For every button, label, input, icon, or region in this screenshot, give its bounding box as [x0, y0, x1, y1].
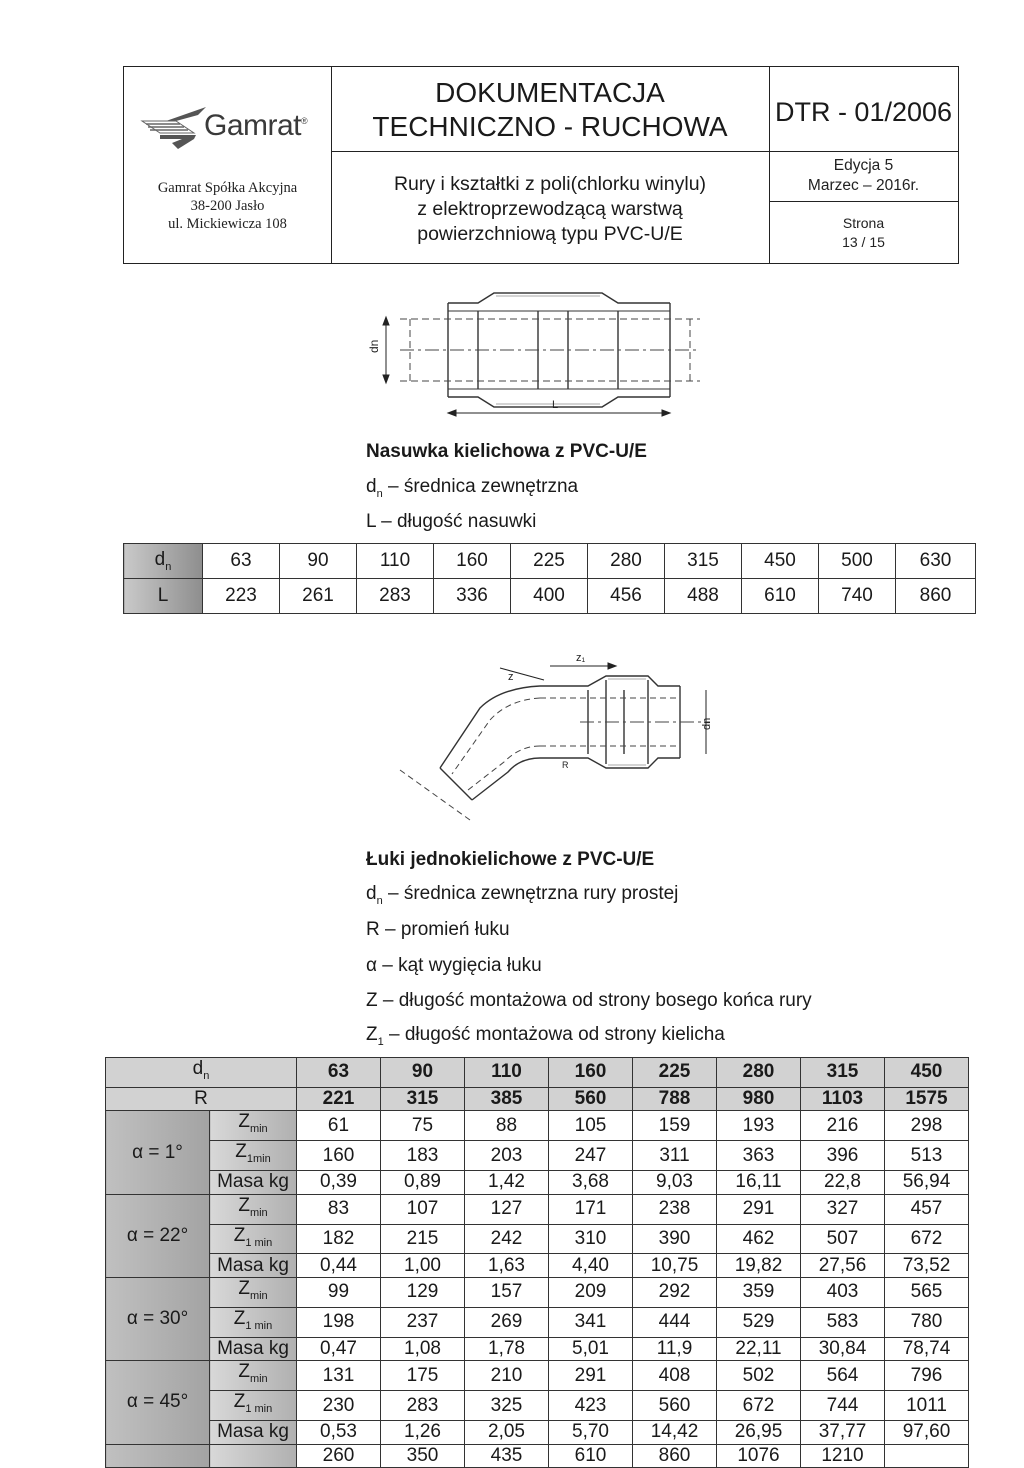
header-cell: 110 — [465, 1058, 549, 1088]
table-cell: 740 — [819, 579, 896, 614]
table-cell: 237 — [381, 1307, 465, 1337]
table-cell: 502 — [717, 1361, 801, 1391]
header-R: R — [106, 1087, 297, 1111]
row-label-zmin: $Z_{min}$ — [210, 1278, 297, 1308]
table-cell: 171 — [549, 1194, 633, 1224]
angle-label: α = 45° — [106, 1361, 210, 1444]
row-label-z1min: $Z_{1 min}$ — [210, 1307, 297, 1337]
table-cell: 131 — [297, 1361, 381, 1391]
table-cell: 90 — [280, 544, 357, 579]
table-cell: 400 — [511, 579, 588, 614]
table-cell: 223 — [203, 579, 280, 614]
table-cell: 457 — [885, 1194, 969, 1224]
table-cell: 310 — [549, 1224, 633, 1254]
table-cell: 456 — [588, 579, 665, 614]
table-row — [106, 1224, 969, 1254]
doc-subtitle-line1: Rury i kształtki z poli(chlorku winylu) — [393, 173, 707, 195]
table-cell: 73,52 — [885, 1254, 969, 1278]
table-header-row-R — [106, 1087, 969, 1111]
header-cell: 160 — [549, 1058, 633, 1088]
table-cell: 27,56 — [801, 1254, 885, 1278]
table-row — [106, 1420, 969, 1444]
table-cell: 99 — [297, 1278, 381, 1308]
table-cell: 283 — [357, 579, 434, 614]
table-cell: 14,42 — [633, 1420, 717, 1444]
header-cell: 225 — [633, 1058, 717, 1088]
row-header-L: L — [124, 579, 203, 614]
table-cell: 780 — [885, 1307, 969, 1337]
table-cell: 5,01 — [549, 1337, 633, 1361]
angle-label: α = 30° — [106, 1278, 210, 1361]
table-cell: 0,44 — [297, 1254, 381, 1278]
table-cell: 3,68 — [549, 1171, 633, 1195]
table-cell: 396 — [801, 1141, 885, 1171]
table-cell: 462 — [717, 1224, 801, 1254]
table-cell: 860 — [896, 579, 976, 614]
dim-dn2-label: dn — [701, 717, 713, 730]
table-row — [124, 579, 976, 614]
table-cell: 0,47 — [297, 1337, 381, 1361]
table-cell: 110 — [357, 544, 434, 579]
table-cell: 175 — [381, 1361, 465, 1391]
dim-z-label: z — [508, 671, 514, 683]
table-cell: 423 — [549, 1391, 633, 1421]
table-cell: 1,00 — [381, 1254, 465, 1278]
figure2-legend-alpha: α – kąt wygięcia łuku — [366, 955, 542, 976]
table-row — [106, 1307, 969, 1337]
dim-L-label: L — [552, 399, 559, 411]
table-cell: 292 — [633, 1278, 717, 1308]
table-row — [106, 1254, 969, 1278]
table-cell: 160 — [434, 544, 511, 579]
table-cell: 225 — [511, 544, 588, 579]
table-cell: 182 — [297, 1224, 381, 1254]
table-cell: 193 — [717, 1111, 801, 1141]
table-cell: 183 — [381, 1141, 465, 1171]
table-cell: 78,74 — [885, 1337, 969, 1361]
table-cell: 610 — [742, 579, 819, 614]
table-cell: 291 — [549, 1361, 633, 1391]
header-cell: 1575 — [885, 1087, 969, 1111]
row-label-z1min: $Z_{1 min}$ — [210, 1224, 297, 1254]
logo-text: Gamrat® — [204, 109, 308, 142]
table-cell: 2,05 — [465, 1420, 549, 1444]
table-row — [106, 1337, 969, 1361]
table-cell: 744 — [801, 1391, 885, 1421]
table-cell: 0,89 — [381, 1171, 465, 1195]
table-cell: 5,70 — [549, 1420, 633, 1444]
table-cell: 390 — [633, 1224, 717, 1254]
document-header — [123, 66, 959, 264]
table-cell: 160 — [297, 1141, 381, 1171]
angle-label: α = 22° — [106, 1194, 210, 1277]
table-cell: 215 — [381, 1224, 465, 1254]
table-cell: 280 — [588, 544, 665, 579]
table-cell: 450 — [742, 544, 819, 579]
table-cell: 10,75 — [633, 1254, 717, 1278]
table-cell: 22,11 — [717, 1337, 801, 1361]
table-cell: 19,82 — [717, 1254, 801, 1278]
table-cell: 37,77 — [801, 1420, 885, 1444]
table-cell — [885, 1444, 969, 1468]
table-cell: 315 — [665, 544, 742, 579]
table-cell: 242 — [465, 1224, 549, 1254]
row-label-mass: Masa kg — [210, 1254, 297, 1278]
table-cell: 327 — [801, 1194, 885, 1224]
table-row — [106, 1361, 969, 1391]
table-cell: 860 — [633, 1444, 717, 1468]
table-cell: 107 — [381, 1194, 465, 1224]
table-cell: 350 — [381, 1444, 465, 1468]
socket-sleeve-drawing — [367, 285, 710, 420]
table-cell: 159 — [633, 1111, 717, 1141]
table-cell: 507 — [801, 1224, 885, 1254]
header-cell: 63 — [297, 1058, 381, 1088]
table-cell: 672 — [717, 1391, 801, 1421]
dim-dn-label: dn — [367, 339, 381, 353]
table-cell: 1,42 — [465, 1171, 549, 1195]
table-cell: 336 — [434, 579, 511, 614]
header-cell: 788 — [633, 1087, 717, 1111]
table-cell: 11,9 — [633, 1337, 717, 1361]
table-header-row-dn — [106, 1058, 969, 1088]
edition: Edycja 5 — [833, 157, 894, 174]
table-cell: 444 — [633, 1307, 717, 1337]
table-cell: 75 — [381, 1111, 465, 1141]
header-cell: 980 — [717, 1087, 801, 1111]
header-cell: 315 — [381, 1087, 465, 1111]
figure2-legend-Z1: $Z_1$ – długość montażowa od strony kielicha — [366, 1024, 725, 1048]
row-label-mass: Masa kg — [210, 1337, 297, 1361]
table-row — [106, 1194, 969, 1224]
table-cell: 97,60 — [885, 1420, 969, 1444]
company-postcode: 38-200 Jasło — [190, 198, 265, 214]
header-cell: 315 — [801, 1058, 885, 1088]
table-cell: 311 — [633, 1141, 717, 1171]
table-cell: 560 — [633, 1391, 717, 1421]
table-cell: 16,11 — [717, 1171, 801, 1195]
figure2-caption: Łuki jednokielichowe z PVC-U/E — [366, 849, 655, 870]
table-cell: 341 — [549, 1307, 633, 1337]
doc-subtitle-line3: powierzchniową typu PVC-U/E — [417, 223, 683, 245]
table-cell: 0,39 — [297, 1171, 381, 1195]
table-cell: 22,8 — [801, 1171, 885, 1195]
header-cell: 1103 — [801, 1087, 885, 1111]
table-cell: 26,95 — [717, 1420, 801, 1444]
table-cell: 105 — [549, 1111, 633, 1141]
table-cell: 56,94 — [885, 1171, 969, 1195]
table-cell: 403 — [801, 1278, 885, 1308]
table-cell: 209 — [549, 1278, 633, 1308]
table-cell: 283 — [381, 1391, 465, 1421]
table-row — [106, 1391, 969, 1421]
row-label-z1min: $Z_{1 min}$ — [210, 1391, 297, 1421]
table-cell: 61 — [297, 1111, 381, 1141]
table-cell: 610 — [549, 1444, 633, 1468]
row-label-partial — [210, 1444, 297, 1468]
table-cell: 1076 — [717, 1444, 801, 1468]
doc-subtitle-line2: z elektroprzewodzącą warstwą — [417, 198, 683, 220]
page-label: Strona — [842, 215, 885, 231]
table-row-partial — [106, 1444, 969, 1468]
table-cell: 261 — [280, 579, 357, 614]
table-cell: 408 — [633, 1361, 717, 1391]
table-cell: 500 — [819, 544, 896, 579]
page-number: 13 / 15 — [842, 234, 885, 250]
table-cell: 298 — [885, 1111, 969, 1141]
row-label-zmin: $Z_{min}$ — [210, 1361, 297, 1391]
table-cell: 9,03 — [633, 1171, 717, 1195]
table-cell: 157 — [465, 1278, 549, 1308]
row-label-z1min: $Z_{1min}$ — [210, 1141, 297, 1171]
table-cell: 672 — [885, 1224, 969, 1254]
header-cell: 90 — [381, 1058, 465, 1088]
dim-R-label: R — [562, 760, 569, 770]
table-cell: 4,40 — [549, 1254, 633, 1278]
table-cell: 30,84 — [801, 1337, 885, 1361]
table-cell: 1,63 — [465, 1254, 549, 1278]
figure1-caption: Nasuwka kielichowa z PVC-U/E — [366, 441, 647, 462]
table-cell: 565 — [885, 1278, 969, 1308]
figure1-legend-L: L – długość nasuwki — [366, 511, 537, 532]
table-cell: 1,08 — [381, 1337, 465, 1361]
table-row — [106, 1141, 969, 1171]
table-cell: 0,53 — [297, 1420, 381, 1444]
header-cell: 280 — [717, 1058, 801, 1088]
table-cell: 529 — [717, 1307, 801, 1337]
doc-number: DTR - 01/2006 — [774, 97, 953, 127]
table-cell: 513 — [885, 1141, 969, 1171]
row-header-dn: $d_n$ — [124, 544, 203, 579]
figure2-legend-R: R – promień łuku — [366, 919, 510, 940]
table-row — [106, 1171, 969, 1195]
bend-drawing — [380, 650, 720, 830]
bend-dimensions-table — [105, 1057, 969, 1468]
table-cell: 583 — [801, 1307, 885, 1337]
header-dn: $d_n$ — [106, 1058, 297, 1088]
row-label-mass: Masa kg — [210, 1171, 297, 1195]
company-street: ul. Mickiewicza 108 — [168, 216, 287, 232]
figure1-legend-dn: $d_n$ – średnica zewnętrzna — [366, 476, 579, 500]
table-cell: 230 — [297, 1391, 381, 1421]
table-cell: 435 — [465, 1444, 549, 1468]
table-cell: 210 — [465, 1361, 549, 1391]
table-cell: 83 — [297, 1194, 381, 1224]
table-row — [106, 1278, 969, 1308]
table-cell: 198 — [297, 1307, 381, 1337]
table-cell: 260 — [297, 1444, 381, 1468]
table-cell: 1011 — [885, 1391, 969, 1421]
table-cell: 488 — [665, 579, 742, 614]
figure2-legend-dn: $d_n$ – średnica zewnętrzna rury prostej — [366, 883, 679, 907]
angle-label: α = 1° — [106, 1111, 210, 1194]
header-cell: 450 — [885, 1058, 969, 1088]
gamrat-logo-icon — [136, 107, 206, 149]
table-cell: 630 — [896, 544, 976, 579]
row-label-mass: Masa kg — [210, 1420, 297, 1444]
table-cell: 291 — [717, 1194, 801, 1224]
table-cell: 1210 — [801, 1444, 885, 1468]
dim-z1-label: z₁ — [576, 652, 586, 664]
table-cell: 63 — [203, 544, 280, 579]
sleeve-dimensions-table — [123, 543, 976, 614]
row-label-zmin: $Z_{min}$ — [210, 1194, 297, 1224]
table-row — [124, 544, 976, 579]
figure2-legend-Z: Z – długość montażowa od strony bosego końca rury — [366, 990, 812, 1011]
table-cell: 359 — [717, 1278, 801, 1308]
table-cell: 1,26 — [381, 1420, 465, 1444]
company-name: Gamrat Spółka Akcyjna — [157, 180, 298, 196]
table-cell: 238 — [633, 1194, 717, 1224]
table-cell: 363 — [717, 1141, 801, 1171]
table-cell: 203 — [465, 1141, 549, 1171]
header-cell: 221 — [297, 1087, 381, 1111]
angle-label-partial — [106, 1444, 210, 1468]
table-cell: 1,78 — [465, 1337, 549, 1361]
doc-title-line1: DOKUMENTACJA — [435, 77, 665, 108]
table-cell: 216 — [801, 1111, 885, 1141]
date: Marzec – 2016r. — [807, 177, 920, 194]
table-cell: 325 — [465, 1391, 549, 1421]
table-cell: 129 — [381, 1278, 465, 1308]
table-cell: 269 — [465, 1307, 549, 1337]
table-cell: 247 — [549, 1141, 633, 1171]
table-cell: 127 — [465, 1194, 549, 1224]
table-row — [106, 1111, 969, 1141]
header-cell: 385 — [465, 1087, 549, 1111]
table-cell: 564 — [801, 1361, 885, 1391]
row-label-zmin: $Z_{min}$ — [210, 1111, 297, 1141]
table-cell: 796 — [885, 1361, 969, 1391]
header-cell: 560 — [549, 1087, 633, 1111]
company-cell — [124, 67, 332, 263]
table-cell: 88 — [465, 1111, 549, 1141]
doc-title-line2: TECHNICZNO - RUCHOWA — [372, 111, 728, 142]
